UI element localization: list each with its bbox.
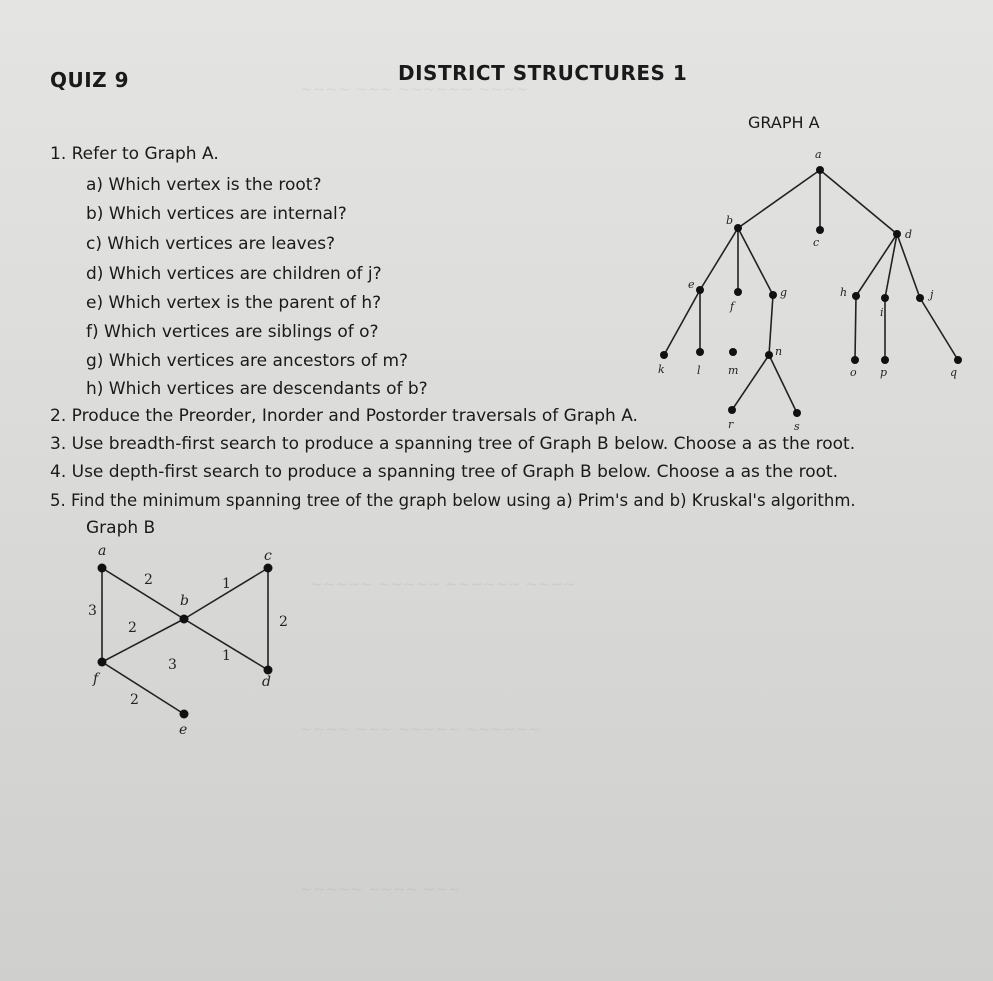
svg-text:r: r: [728, 418, 734, 431]
svg-text:k: k: [658, 363, 665, 376]
bleed-through-text: ~~~~ ~~~ ~~~~~~ ~~~~: [300, 80, 528, 98]
svg-text:p: p: [880, 366, 888, 379]
svg-text:2: 2: [279, 614, 288, 630]
question-1c: c) Which vertices are leaves?: [86, 234, 336, 254]
course-title: DISTRICT STRUCTURES 1: [398, 61, 688, 85]
svg-text:b: b: [726, 214, 734, 227]
svg-text:m: m: [728, 364, 739, 377]
svg-text:b: b: [180, 593, 189, 609]
bleed-through-text: ~~~~ ~~~ ~~~~~ ~~~~~~: [300, 720, 541, 738]
svg-text:f: f: [93, 671, 99, 687]
svg-text:2: 2: [130, 692, 139, 708]
svg-text:l: l: [697, 364, 701, 377]
graph-b-edges: [102, 568, 268, 714]
svg-text:s: s: [794, 420, 800, 433]
question-1e: e) Which vertex is the parent of h?: [86, 293, 382, 313]
question-1f: f) Which vertices are siblings of o?: [86, 322, 379, 342]
svg-text:c: c: [264, 548, 272, 564]
svg-text:e: e: [179, 722, 188, 738]
svg-text:e: e: [688, 278, 695, 291]
question-1g: g) Which vertices are ancestors of m?: [86, 351, 409, 371]
question-4: 4. Use depth-first search to produce a spanning tree of Graph B below. Choose a as the root.: [50, 462, 839, 482]
question-1b: b) Which vertices are internal?: [86, 204, 347, 224]
bleed-through-text: ~~~~~ ~~~~~ ~~~~~~ ~~~~: [310, 575, 576, 593]
bleed-through-text: ~~~~~ ~~~~ ~~~: [300, 880, 461, 898]
svg-text:q: q: [950, 366, 958, 379]
svg-text:2: 2: [144, 572, 153, 588]
svg-text:f: f: [730, 300, 735, 313]
svg-text:i: i: [880, 306, 884, 319]
question-1d: d) Which vertices are children of j?: [86, 264, 382, 284]
svg-text:3: 3: [88, 603, 97, 619]
svg-text:1: 1: [222, 648, 231, 664]
question-1a: a) Which vertex is the root?: [86, 175, 322, 195]
svg-text:d: d: [905, 228, 913, 241]
quiz-label: QUIZ 9: [50, 68, 130, 92]
svg-text:h: h: [840, 286, 848, 299]
svg-text:d: d: [262, 674, 271, 690]
question-5: 5. Find the minimum spanning tree of the graph below using a) Prim's and b) Kruskal's algorithm.: [50, 491, 856, 510]
question-2: 2. Produce the Preorder, Inorder and Postorder traversals of Graph A.: [50, 406, 638, 426]
graph-b-vertex-labels: [92, 543, 272, 738]
graph-a-title: GRAPH A: [748, 113, 820, 132]
svg-text:2: 2: [128, 620, 137, 636]
svg-text:1: 1: [222, 576, 231, 592]
svg-text:a: a: [98, 543, 107, 559]
graph-b-vertices: [98, 564, 273, 719]
question-3: 3. Use breadth-first search to produce a spanning tree of Graph B below. Choose a as the root.: [50, 434, 856, 454]
svg-text:a: a: [815, 148, 822, 161]
svg-text:n: n: [775, 345, 783, 358]
svg-text:c: c: [813, 236, 820, 249]
graph-b-title: Graph B: [86, 518, 156, 538]
svg-text:j: j: [930, 288, 934, 301]
question-1-intro: 1. Refer to Graph A.: [50, 144, 219, 164]
svg-text:g: g: [780, 286, 788, 299]
svg-text:3: 3: [168, 657, 177, 673]
svg-text:o: o: [850, 366, 857, 379]
question-1h: h) Which vertices are descendants of b?: [86, 379, 428, 399]
